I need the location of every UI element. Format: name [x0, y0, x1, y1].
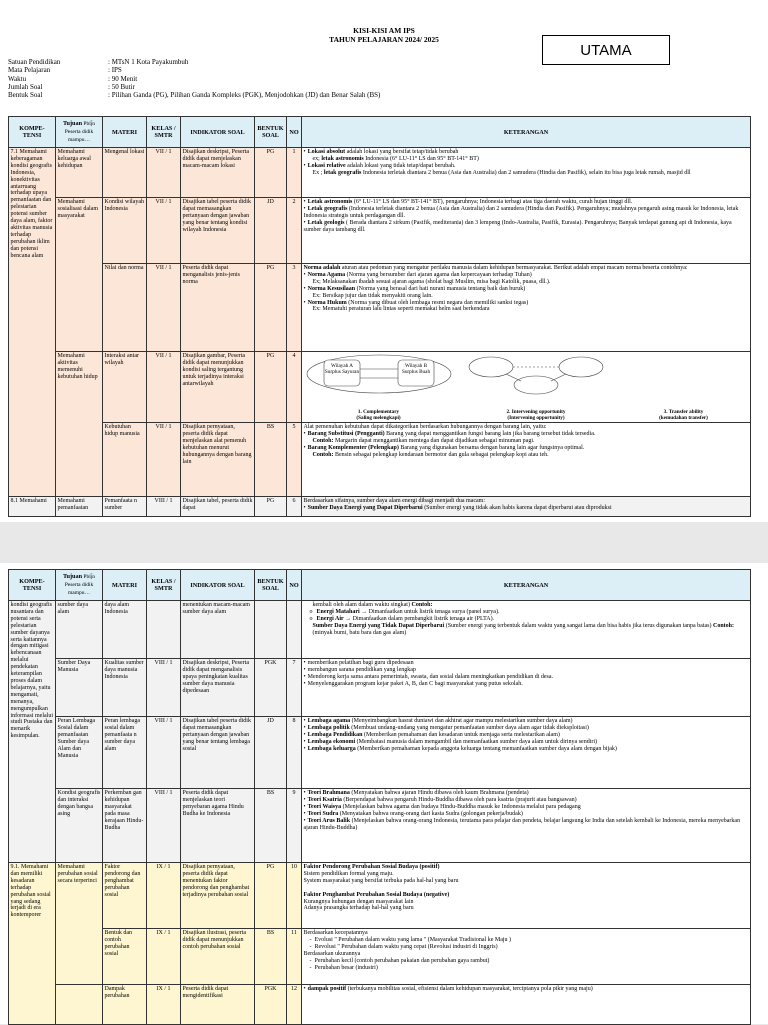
kompetensi-cell: 7.1 Memahami keberagaman kondisi geografis Indonesia, konektivitas antarruang terhadap upaya pemanfaatan dan pelestarian potensi sumber daya alam, faktor aktivitas manusia terhadap perubahan iklim dan potensi bencana alam: [9, 148, 56, 497]
table-row: Nilai dan norma VII / 1 Peserta didik dapat menganalisis jenis-jenis norma PG 3 Norma adalah aturan atau pedoman yang mengatur perilaku manusia dalam kehidupan bermasyarakat. Berikut adalah empat macam norma beserta contohnya: • Norma Agama (Norma yang bersumber dari ajaran agama dan kepercayaan terhadap Tuhan) Ex; Melaksanakan ibadah sesuai ajaran agama (sholat bagi Muslim, misa bagi Katolik, puasa, dll.). • Norma Kesusilaan (Norma yang berasal dari hati nurani manusia tentang baik dan buruk) Ex: Bersikap jujur dan tidak menyakiti orang lain. • Norma Hukum (Norma yang dibuat oleh lembaga resmi negara dan memiliki sanksi tegas) Ex: Mematuhi peraturan lalu lintas seperti memakai helm saat berkendara: [9, 264, 751, 352]
keterangan-cell: • dampak positif (terbukanya mobilitas sosial, efisiensi dalam kehidupan masyarakat, terciptanya pola pikir yang maju): [302, 985, 751, 1025]
intervening-diagram: [461, 353, 611, 395]
table-header: KOMPE-TENSI Tujuan Pblj̄n Peserta didik mampu… MATERI KELAS / SMTR INDIKATOR SOAL BENTUK SOAL NO KETERANGAN: [9, 570, 751, 601]
document-title: KISI-KISI AM IPS TAHUN PELAJARAN 2024/ 2025: [329, 26, 439, 44]
kisi-table-page1: [8, 116, 751, 517]
table-row: Kebutuhan hidup manusia VII / 1 Disajikan pernyataan, peserta didik dapat menjelaskan alat pemenuh kebutuhan menurut hubungannya dengan barang lain BS 5 Alat pemenuhan kebutuhan dapat dikategorikan berdasarkan hubungannya dengan barang lain, yaitu: • Barang Substitusi (Pengganti) Barang yang dapat menggantikan fungsi barang lain jika barang tersebut tidak tersedia. Contoh: Margarin dapat menggantikan mentega dan dapat dijadikan sebagai minuman pagi. • Barang Komplementer (Pelengkap) Barang yang digunakan bersama dengan barang lain agar fungsinya optimal. Contoh: Bensin sebagai pelengkap kendaraan bermotor dan gula sebagai pelengkap kopi atau teh.: [9, 423, 751, 497]
keterangan-cell: Berdasarkan kecepatannya - Evolusi " Perubahan dalam waktu yang lama " (Masyarakat Tradisional ke Maju ) - Revolusi " Perubahan dalam waktu yang cepat (Revolusi industri di Inggris) Berdasarkan ukurannya - Perubahan kecil (contoh perubahan pakaian dan perubahan gaya rambut) - Perubahan besar (industri): [302, 929, 751, 985]
keterangan-cell: Faktor Pendorong Perubahan Sosial Budaya (positif) Sistem pendidikan formal yang maju. System masyarakat yang bersifat terbuka pada hal-hal yang baru Faktor Penghambat Perubahan Sosial Budaya (negative) Kurangnya hubungan dengan masyarakat lain Adanya prasangka terhadap hal-hal yang baru: [302, 863, 751, 929]
keterangan-cell: Wilayah A Surplus Sayuran Wilayah B Surplus Buah 1. Complementary (Saling melengkapi) 2. Intervening opportunity (Intervening opportunity) 3. Transfer ability (kemudahan transfer): [302, 352, 751, 423]
document-meta: Satuan Pendidikan : MTsN 1 Kota Payakumbuh Mata Pelajaran : IPS Waktu : 90 Menit Jumlah Soal : 50 Butir Bentuk Soal : Pilihan Ganda (PG), Pilihan Ganda Kompleks (PGK), Menjodohkan (JD) dan Benar Salah (BS): [8, 58, 381, 100]
col-keterangan: KETERANGAN: [302, 117, 751, 148]
table-row: Dampak perubahan IX / 1 Peserta didik dapat mengidentifikasi PGK 12 • dampak positif (terbukanya mobilitas sosial, efisiensi dalam kehidupan masyarakat, terciptanya pola pikir yang maju): [9, 985, 751, 1025]
transfer-figure: [619, 353, 749, 409]
table-row: Peran Lembaga Sosial dalam pemanfaatan Sumber daya Alam dan Manusia Peran lembaga sosial dalam pemanfaata n sumber daya alam VIII / 1 Disajikan tabel peserta didik dapat memasangkan pertanyaan dengan jawaban yang benar tentang lembaga sosial JD 8 • Lembaga agama (Menyeimbangkan hasrat duniawi dan akhirat agar mampu melestarikan sumber daya alam) • Lembaga politik (Membuat undang-undang yang mengatur pemanfaatan sumber daya alam agar tidak dieksploitasi) • Lembaga Pendidikan (Memberikan pemahaman dan kesadaran untuk menjaga serta melestarikan alam) • Lembaga ekonomi (Membatasi manusia dalam mengambil dan memanfaatkan sumber daya alam untuk dirinya sendiri) • Lembaga keluarga (Memberikan pemahaman kepada anggota keluarga tentang memanfaatkan sumber daya alam dengan bijak): [9, 717, 751, 789]
utama-badge: UTAMA: [542, 35, 670, 65]
col-bentuk: BENTUK SOAL: [255, 117, 287, 148]
col-no: NO: [287, 117, 302, 148]
intervening-figure: [461, 353, 611, 409]
interaksi-illustrations: [304, 353, 749, 409]
kompetensi-cell: kondisi geografis nusantara dan potensi serta pelestarian sumber dayanya serta kaitannya dengan mitigasi kebencanaan melalui pendekatan keterampilan proses dalam belajarnya, yaitu mengamati, menanya, mengumpulkan informasi melalui studi Pustaka dan menarik kesimpulan.: [9, 601, 56, 863]
keterangan-cell: • Lokasi absolut adalah lokasi yang bersifat tetap/tidak berubah ex; letak astronomis Indonesia (6° LU-11° LS dan 95° BT-141° BT) • Lokasi relative adalah lokasi yang tidak tetap/dapat berubah. Ex ; letak geografis Indonesia terletak diantara 2 benua (Asia dan Australia) dan 2 samudera (Hindia dan Pasifik), selain itu bisa juga letak rumah, masjid dll: [302, 148, 751, 198]
col-indikator: INDIKATOR SOAL: [181, 117, 255, 148]
keterangan-cell: kembali oleh alam dalam waktu singkat) Contoh: o Energi Matahari → Dimanfaatkan untuk listrik tenaga surya (panel surya). o Energi Air → Dimanfaatkan dalam pembangkit listrik tenaga air (PLTA). Sumber Daya Energi yang Tidak Dapat Diperbarui (Sumber energi yang terbentuk dalam waktu yang sangat lama dan bisa habis jika terus digunakan tanpa batas) Contoh: (minyak bumi, batu bara dan gas alam): [302, 601, 751, 659]
page-2: [0, 563, 768, 1024]
kompetensi-cell: 9.1. Memahami dan memiliki kesadaran terhadap perubahan sosial yang sedang terjadi di era kontemporer: [9, 863, 56, 1025]
table-row: Bentuk dan contoh perubahan sosial IX / 1 Disajikan ilustrasi, peserta didik dapat menunjukkan contoh perubahan sosial BS 11 Berdasarkan kecepatannya - Evolusi " Perubahan dalam waktu yang lama " (Masyarakat Tradisional ke Maju ) - Revolusi " Perubahan dalam waktu yang cepat (Revolusi industri di Inggris) Berdasarkan ukurannya - Perubahan kecil (contoh perubahan pakaian dan perubahan gaya rambut) - Perubahan besar (industri): [9, 929, 751, 985]
complementary-figure: [304, 353, 454, 409]
keterangan-cell: • Teori Brahmana (Menyatakan bahwa ajaran Hindu dibawa oleh kaum Brahmana (pendeta) • Teori Ksatria (Berpendapat bahwa pengaruh Hindu-Buddha dibawa oleh para ksatria (prajurit atau bangsawan) • Teori Waisya (Menjelaskan bahwa agama dan budaya Hindu-Buddha masuk ke Indonesia melalui para pedagang • Teori Sudra (Menyatakan bahwa orang-orang dari kasta Sudra (golongan pekerja/budak) • Teori Arus Balik (Menjelaskan bahwa orang-orang Indonesia, terutama para pelajar dan pendeta, belajar langsung ke India dan setelah kembali ke Indonesia, mereka menyebarkan ajaran Hindu-Buddha): [302, 789, 751, 863]
table-row: Kondisi geografis dan interaksi dengan bangsa asing Perkemban gan kehidupan masyarakat pada masa kerajaan Hindu-Budha VIII / 1 Peserta didik dapat menjelaskan teori penyebaran agama Hindu Budha ke Indonesia BS 9 • Teori Brahmana (Menyatakan bahwa ajaran Hindu dibawa oleh kaum Brahmana (pendeta) • Teori Ksatria (Berpendapat bahwa pengaruh Hindu-Buddha dibawa oleh para ksatria (prajurit atau bangsawan) • Teori Waisya (Menjelaskan bahwa agama dan budaya Hindu-Buddha masuk ke Indonesia melalui para pedagang • Teori Sudra (Menyatakan bahwa orang-orang dari kasta Sudra (golongan pekerja/budak) • Teori Arus Balik (Menjelaskan bahwa orang-orang Indonesia, terutama para pelajar dan pendeta, belajar langsung ke India dan setelah kembali ke Indonesia, mereka menyebarkan ajaran Hindu-Buddha): [9, 789, 751, 863]
complementary-diagram: Wilayah A Surplus Sayuran Wilayah B Surplus Buah: [304, 353, 454, 395]
table-row: Sumber Daya Manusia Kualitas sumber daya manusia Indonesia VIII / 1 Disajikan deskripsi, Peserta didik dapat menganalisis upaya peningkatan kualitas sumber daya manusia dipedesaan PGK 7 • memberikan pelatihan bagi guru dipedesaan • membangun sarana pendidikan yang lengkap • Mendorong kerja sama antara pemerintah, swasta, dan sosial dalam meningkatkan pendidikan di desa. • Menyelenggarakan program kejar paket A, B, dan C bagi masyarakat yang putus sekolah.: [9, 659, 751, 717]
table-row: 8.1 Memahami Memahami pemanfaatan Pemanfaata n sumber VIII / 1 Disajikan tabel, peserta didik dapat PG 6 Berdasarkan sifatnya, sumber daya alam energi dibagi menjadi dua macam: • Sumber Daya Energi yang Dapat Diperbarui (Sumber energi yang tidak akan habis karena dapat diperbarui atau diproduksi: [9, 497, 751, 517]
keterangan-cell: Norma adalah aturan atau pedoman yang mengatur perilaku manusia dalam kehidupan bermasyarakat. Berikut adalah empat macam norma beserta contohnya: • Norma Agama (Norma yang bersumber dari ajaran agama dan kepercayaan terhadap Tuhan) Ex; Melaksanakan ibadah sesuai ajaran agama (sholat bagi Muslim, misa bagi Katolik, puasa, dll.). • Norma Kesusilaan (Norma yang berasal dari hati nurani manusia tentang baik dan buruk) Ex: Bersikap jujur dan tidak menyakiti orang lain. • Norma Hukum (Norma yang dibuat oleh lembaga resmi negara dan memiliki sanksi tegas) Ex: Mematuhi peraturan lalu lintas seperti memakai helm saat berkendara: [302, 264, 751, 352]
table-row: Memahami aktivitas memenuhi kebutuhan hidup Interaksi antar wilayah VII / 1 Disajikan gambar, Peserta didik dapat menunjukkan kondisi saling tergantung untuk terjadinya interaksi antarwilayah PG 4 Wilayah A Surplus Sayuran Wilayah B Surplus Buah 1. Complementary (Saling melengkapi) 2. Intervening opportunity (Intervening opportunity) 3. Transfer ability (kemudahan transfer): [9, 352, 751, 423]
col-kelas: KELAS / SMTR: [147, 117, 181, 148]
table-row: 9.1. Memahami dan memiliki kesadaran terhadap perubahan sosial yang sedang terjadi di era kontemporer Memahami perubahan sosial secara terperinci Faktor pendorong dan penghambat perubahan sosial IX / 1 Disajikan pernyataan, peserta didik dapat menentukan faktor pendorong dan penghambat terjadinya perubahan sosial PG 10 Faktor Pendorong Perubahan Sosial Budaya (positif) Sistem pendidikan formal yang maju. System masyarakat yang bersifat terbuka pada hal-hal yang baru Faktor Penghambat Perubahan Sosial Budaya (negative) Kurangnya hubungan dengan masyarakat lain Adanya prasangka terhadap hal-hal yang baru: [9, 863, 751, 929]
col-tujuan: Tujuan Pblj̄n Peserta didik mampu…: [56, 117, 103, 148]
col-kompetensi: KOMPE-TENSI: [9, 117, 56, 148]
table-header: [9, 117, 751, 148]
keterangan-cell: • memberikan pelatihan bagi guru dipedesaan • membangun sarana pendidikan yang lengkap • Mendorong kerja sama antara pemerintah, swasta, dan sosial dalam meningkatkan pendidikan di desa. • Menyelenggarakan program kejar paket A, B, dan C bagi masyarakat yang putus sekolah.: [302, 659, 751, 717]
keterangan-cell: • Lembaga agama (Menyeimbangkan hasrat duniawi dan akhirat agar mampu melestarikan sumber daya alam) • Lembaga politik (Membuat undang-undang yang mengatur pemanfaatan sumber daya alam agar tidak dieksploitasi) • Lembaga Pendidikan (Memberikan pemahaman dan kesadaran untuk menjaga serta melestarikan alam) • Lembaga ekonomi (Membatasi manusia dalam mengambil dan memanfaatkan sumber daya alam untuk dirinya sendiri) • Lembaga keluarga (Memberikan pemahaman kepada anggota keluarga tentang memanfaatkan sumber daya alam dengan bijak): [302, 717, 751, 789]
kisi-table-page2: [8, 569, 751, 1025]
table-row: Memahami sosialisasi dalam masyarakat Kondisi wilayah Indonesia VII / 1 Disajikan tabel peserta didik dapat memasangkan pertanyaan dengan jawaban yang benar tentang kondisi wilayah Indonesia JD 2 • Letak astronomis (6° LU-11° LS dan 95° BT-141° BT), pengaruhnya; Indonesia terbagi atas tiga daerah waktu, curah hujan tinggi dll. • Letak geografis (Indonesia terletak diantara 2 benua (Asia dan Australia) dan 2 samudera (Hindia dan Pasifik). Pengaruhnya; mudahnya pengaruh asing masuk ke Indonesia, letak Indonesia strategis untuk perdagangan dll. • Letak geologis ( Berada diantara 2 sirkum (Pasifik, mediterania) dan 3 lempeng (Indo-Australia, Pasifik, Eurasia). Pengaruhnya; Banyak terdapat gunung api di Indonesia, kaya sumber daya tambang dll.: [9, 198, 751, 264]
keterangan-cell: • Letak astronomis (6° LU-11° LS dan 95° BT-141° BT), pengaruhnya; Indonesia terbagi atas tiga daerah waktu, curah hujan tinggi dll. • Letak geografis (Indonesia terletak diantara 2 benua (Asia dan Australia) dan 2 samudera (Hindia dan Pasifik). Pengaruhnya; mudahnya pengaruh asing masuk ke Indonesia, letak Indonesia strategis untuk perdagangan dll. • Letak geologis ( Berada diantara 2 sirkum (Pasifik, mediterania) dan 3 lempeng (Indo-Australia, Pasifik, Eurasia). Pengaruhnya; Banyak terdapat gunung api di Indonesia, kaya sumber daya tambang dll.: [302, 198, 751, 264]
table-row: kondisi geografis nusantara dan potensi serta pelestarian sumber dayanya serta kaitannya dengan mitigasi kebencanaan melalui pendekatan keterampilan proses dalam belajarnya, yaitu mengamati, menanya, mengumpulkan informasi melalui studi Pustaka dan menarik kesimpulan. sumber daya alam daya alam Indonesia menentukan macam-macam sumber daya alam kembali oleh alam dalam waktu singkat) Contoh: o Energi Matahari → Dimanfaatkan untuk listrik tenaga surya (panel surya). o Energi Air → Dimanfaatkan dalam pembangkit listrik tenaga air (PLTA). Sumber Daya Energi yang Tidak Dapat Diperbarui (Sumber energi yang terbentuk dalam waktu yang sangat lama dan bisa habis jika terus digunakan tanpa batas) Contoh: (minyak bumi, batu bara dan gas alam): [9, 601, 751, 659]
keterangan-cell: Berdasarkan sifatnya, sumber daya alam energi dibagi menjadi dua macam: • Sumber Daya Energi yang Dapat Diperbarui (Sumber energi yang tidak akan habis karena dapat diperbarui atau diproduksi: [302, 497, 751, 517]
col-materi: MATERI: [103, 117, 147, 148]
keterangan-cell: Alat pemenuhan kebutuhan dapat dikategorikan berdasarkan hubungannya dengan barang lain, yaitu: • Barang Substitusi (Pengganti) Barang yang dapat menggantikan fungsi barang lain jika barang tersebut tidak tersedia. Contoh: Margarin dapat menggantikan mentega dan dapat dijadikan sebagai minuman pagi. • Barang Komplementer (Pelengkap) Barang yang digunakan bersama dengan barang lain agar fungsinya optimal. Contoh: Bensin sebagai pelengkap kendaraan bermotor dan gula sebagai pelengkap kopi atau teh.: [302, 423, 751, 497]
table-row: 7.1 Memahami keberagaman kondisi geografis Indonesia, konektivitas antarruang terhadap upaya pemanfaatan dan pelestarian potensi sumber daya alam, faktor aktivitas manusia terhadap perubahan iklim dan potensi bencana alam Memahami keluarga awal kehidupan Mengenal lokasi VII / 1 Disajikan deskripsi, Peserta didik dapat menjelaskan macam-macam lokasi PG 1 • Lokasi absolut adalah lokasi yang bersifat tetap/tidak berubah ex; letak astronomis Indonesia (6° LU-11° LS dan 95° BT-141° BT) • Lokasi relative adalah lokasi yang tidak tetap/dapat berubah. Ex ; letak geografis Indonesia terletak diantara 2 benua (Asia dan Australia) dan 2 samudera (Hindia dan Pasifik), selain itu bisa juga letak rumah, masjid dll: [9, 148, 751, 198]
